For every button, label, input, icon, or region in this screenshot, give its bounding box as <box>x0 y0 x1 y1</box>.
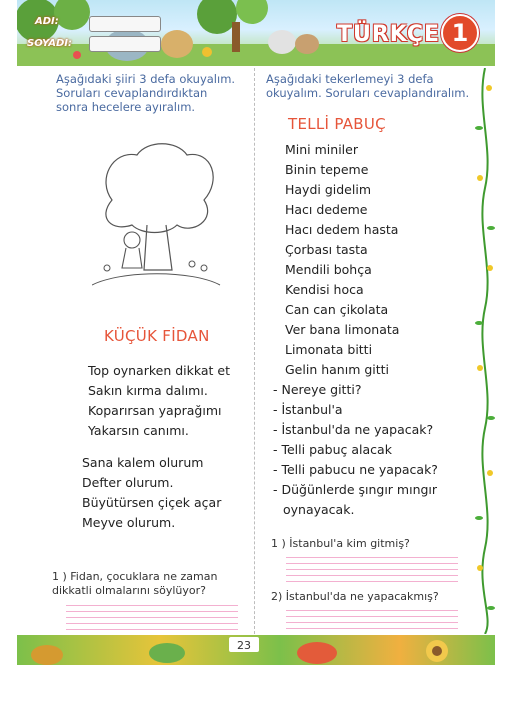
poem-line: Sana kalem olurum <box>82 455 204 470</box>
left-question-1: 1 ) Fidan, çocuklara ne zaman dikkatli olmalarını söylüyor? <box>52 570 218 597</box>
dialogue-line: - Telli pabuç alacak <box>273 442 392 457</box>
left-poem-title: KÜÇÜK FİDAN <box>104 327 210 345</box>
page-number: 23 <box>237 639 251 652</box>
right-instruction: Aşağıdaki tekerlemeyi 3 defa okuyalım. Soruları cevaplandıralım. <box>266 72 470 100</box>
poem-line: Binin tepeme <box>285 162 369 177</box>
left-answer-lines[interactable] <box>66 605 238 630</box>
dialogue-line: - Nereye gitti? <box>273 382 362 397</box>
dialogue-line: oynayacak. <box>283 502 355 517</box>
subject-title: TÜRKÇE <box>337 22 441 47</box>
poem-line: Top oynarken dikkat et <box>88 363 231 378</box>
dialogue-line: - Telli pabucu ne yapacak? <box>273 462 438 477</box>
poem-line: Limonata bitti <box>285 342 373 357</box>
right-poem-title: TELLİ PABUÇ <box>288 115 386 133</box>
dialogue-line: - İstanbul'a <box>273 402 343 417</box>
dialogue-line: - Düğünlerde şıngır mıngır <box>273 482 438 497</box>
poem-line: Haydi gidelim <box>285 182 371 197</box>
vine-border <box>474 68 496 634</box>
left-stanza-1 <box>88 361 230 441</box>
left-instruction: Aşağıdaki şiiri 3 defa okuyalım. Soruları cevaplandırdıktan sonra hecelere ayıralım. <box>56 72 236 114</box>
poem-line: Kendisi hoca <box>285 282 364 297</box>
column-divider <box>254 68 255 634</box>
header-banner <box>17 0 495 66</box>
poem-line: Meyve olurum. <box>82 515 176 530</box>
tree-hug-illustration <box>92 140 222 300</box>
right-question-1: 1 ) İstanbul'a kim gitmiş? <box>271 537 410 550</box>
poem-line: Ver bana limonata <box>285 322 400 337</box>
right-answer-lines-1[interactable] <box>286 557 458 582</box>
poem-line: Mini miniler <box>285 142 358 157</box>
right-question-2: 2) İstanbul'da ne yapacakmış? <box>271 590 439 603</box>
poem-line: Büyütürsen çiçek açar <box>82 495 222 510</box>
right-poem <box>285 140 399 380</box>
poem-line: Mendili bohça <box>285 262 372 277</box>
left-stanza-2 <box>82 453 221 533</box>
poem-line: Koparırsan yaprağımı <box>88 403 222 418</box>
poem-line: Çorbası tasta <box>285 242 368 257</box>
poem-line: Gelin hanım gitti <box>285 362 390 377</box>
poem-line: Sakın kırma dalımı. <box>88 383 208 398</box>
right-dialogue <box>273 380 438 520</box>
surname-label: SOYADI: <box>27 38 73 49</box>
grade-badge: 1 <box>441 14 479 52</box>
poem-line: Hacı dedeme <box>285 202 368 217</box>
poem-line: Defter olurum. <box>82 475 174 490</box>
poem-line: Hacı dedem hasta <box>285 222 399 237</box>
name-field[interactable] <box>89 16 161 32</box>
poem-line: Yakarsın canımı. <box>88 423 189 438</box>
surname-field[interactable] <box>89 36 161 52</box>
poem-line: Can can çikolata <box>285 302 389 317</box>
name-label: ADI: <box>35 16 59 27</box>
right-answer-lines-2[interactable] <box>286 610 458 629</box>
dialogue-line: - İstanbul'da ne yapacak? <box>273 422 434 437</box>
